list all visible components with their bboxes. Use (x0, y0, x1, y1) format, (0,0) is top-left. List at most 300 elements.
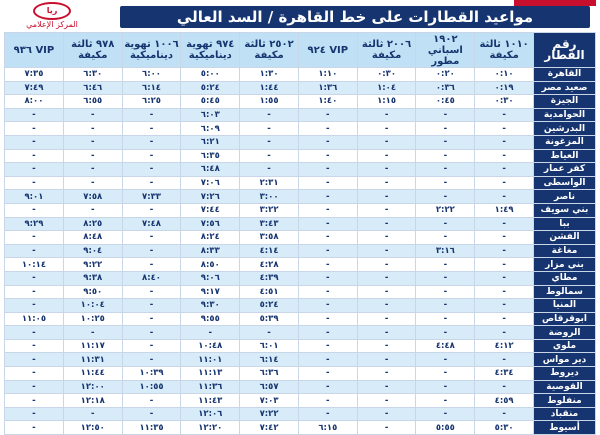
time-cell: - (5, 285, 64, 299)
time-cell: - (5, 326, 64, 340)
time-cell: - (357, 163, 416, 177)
table-row (5, 353, 596, 367)
time-cell: ١١:٣٦ (181, 380, 240, 394)
time-cell: ٠:١٠ (475, 68, 534, 82)
time-cell: - (475, 258, 534, 272)
time-cell: - (298, 353, 357, 367)
time-cell: - (357, 367, 416, 381)
time-cell: ٦:٤٨ (181, 163, 240, 177)
time-cell: ٤:١٢ (475, 339, 534, 353)
station-name-cell: العياط (534, 149, 596, 163)
logo (20, 2, 84, 30)
station-name-cell: الروضة (534, 326, 596, 340)
time-cell: - (122, 108, 181, 122)
time-cell: - (5, 231, 64, 245)
time-cell: ٩:٣٠ (181, 299, 240, 313)
column-header-train-number: رقم القطار (534, 33, 596, 68)
time-cell: - (122, 231, 181, 245)
station-name-cell: ابوقرقاص (534, 312, 596, 326)
time-cell: ٧:٢٢ (240, 407, 299, 421)
time-cell: - (357, 353, 416, 367)
time-cell: - (5, 367, 64, 381)
time-cell: ١١:٤٤ (63, 367, 122, 381)
time-cell: - (5, 394, 64, 408)
table-row (5, 149, 596, 163)
time-cell: - (298, 312, 357, 326)
time-cell: - (416, 149, 475, 163)
time-cell: ١:٥٥ (240, 95, 299, 109)
time-cell: - (475, 353, 534, 367)
time-cell: ٦:٠٣ (181, 108, 240, 122)
time-cell: - (357, 149, 416, 163)
time-cell: - (5, 149, 64, 163)
time-cell: ٨:٢٤ (181, 231, 240, 245)
station-name-cell: سمالوط (534, 285, 596, 299)
time-cell: - (475, 176, 534, 190)
column-header-train: VIP ٩٢٤ (298, 33, 357, 68)
time-cell: ٣:٤٣ (240, 217, 299, 231)
time-cell: ١١:٣١ (63, 353, 122, 367)
table-row (5, 190, 596, 204)
time-cell: ١١:٠١ (181, 353, 240, 367)
table-row (5, 81, 596, 95)
time-cell: ١٢:٢٠ (181, 421, 240, 435)
time-cell: ٧:٤٩ (5, 81, 64, 95)
time-cell: - (298, 367, 357, 381)
time-cell: ٤:٣٩ (240, 271, 299, 285)
time-cell: ١:٤٩ (475, 203, 534, 217)
time-cell: ٠:٣٦ (416, 81, 475, 95)
time-cell: ٦:٥٧ (240, 380, 299, 394)
time-cell: ٩:٠٦ (181, 271, 240, 285)
time-cell: ٩:٢٩ (5, 217, 64, 231)
time-cell: - (475, 380, 534, 394)
time-cell: ٨:٠٠ (5, 95, 64, 109)
time-cell: ٥:٤٥ (181, 95, 240, 109)
time-cell: - (416, 285, 475, 299)
time-cell: ١:٣٦ (298, 81, 357, 95)
time-cell: - (122, 285, 181, 299)
time-cell: - (357, 394, 416, 408)
time-cell: - (416, 312, 475, 326)
time-cell: ٥:٥٥ (416, 421, 475, 435)
time-cell: - (122, 163, 181, 177)
schedule-table-wrapper (4, 32, 596, 433)
time-cell: ٨:٤٨ (63, 231, 122, 245)
time-cell: ٠:١٩ (475, 81, 534, 95)
time-cell: - (298, 258, 357, 272)
time-cell: ٨:٥٠ (181, 258, 240, 272)
time-cell: ٨:٣٣ (181, 244, 240, 258)
time-cell: - (416, 367, 475, 381)
time-cell: - (298, 231, 357, 245)
time-cell: - (5, 176, 64, 190)
time-cell: - (181, 326, 240, 340)
time-cell: - (298, 149, 357, 163)
time-cell: - (5, 299, 64, 313)
time-cell: ٠:٣٠ (357, 68, 416, 82)
table-row (5, 258, 596, 272)
station-name-cell: مغاغة (534, 244, 596, 258)
time-cell: - (298, 203, 357, 217)
time-cell: - (5, 203, 64, 217)
station-name-cell: ناصر (534, 190, 596, 204)
table-row (5, 339, 596, 353)
time-cell: ٩:٠١ (5, 190, 64, 204)
table-row (5, 95, 596, 109)
time-cell: ٣:٥٨ (240, 231, 299, 245)
time-cell: - (240, 108, 299, 122)
time-cell: ٤:١٤ (240, 244, 299, 258)
time-cell: ١:٠٤ (357, 81, 416, 95)
time-cell: - (298, 176, 357, 190)
time-cell: ٦:١٤ (240, 353, 299, 367)
table-row (5, 122, 596, 136)
time-cell: - (475, 231, 534, 245)
time-cell: ٥:٣٩ (240, 312, 299, 326)
time-cell: - (357, 285, 416, 299)
time-cell: ٠:٣٠ (475, 95, 534, 109)
page-title: مواعيد القطارات على خط القاهرة / السد العالي (120, 6, 590, 28)
table-row (5, 163, 596, 177)
station-name-cell: ببا (534, 217, 596, 231)
time-cell: - (357, 231, 416, 245)
time-cell: ٦:٠٩ (181, 122, 240, 136)
time-cell: ١٠:٢٥ (63, 312, 122, 326)
time-cell: - (357, 326, 416, 340)
time-cell: - (416, 299, 475, 313)
table-row (5, 271, 596, 285)
time-cell: ١٠:٣٩ (122, 367, 181, 381)
time-cell: - (5, 339, 64, 353)
station-name-cell: المنيا (534, 299, 596, 313)
time-cell: ٥:٢٤ (240, 299, 299, 313)
time-cell: - (5, 135, 64, 149)
time-cell: - (298, 407, 357, 421)
table-row (5, 135, 596, 149)
time-cell: - (357, 380, 416, 394)
time-cell: - (475, 108, 534, 122)
table-row (5, 285, 596, 299)
time-cell: ٣:١٦ (416, 244, 475, 258)
time-cell: - (63, 176, 122, 190)
column-header-train: ١٩٠٢ اسباني مطور (416, 33, 475, 68)
time-cell: ٢:٢٢ (416, 203, 475, 217)
time-cell: ٧:٠٦ (181, 176, 240, 190)
time-cell: - (63, 163, 122, 177)
time-cell: - (475, 407, 534, 421)
time-cell: - (357, 339, 416, 353)
time-cell: ٩:٥٠ (63, 285, 122, 299)
time-cell: ٦:٥٥ (63, 95, 122, 109)
time-cell: - (475, 135, 534, 149)
time-cell: - (298, 217, 357, 231)
table-row (5, 68, 596, 82)
table-row (5, 108, 596, 122)
time-cell: ٩:٠٤ (63, 244, 122, 258)
time-cell: - (122, 407, 181, 421)
time-cell: - (357, 122, 416, 136)
time-cell: - (298, 339, 357, 353)
time-cell: - (357, 203, 416, 217)
time-cell: - (416, 231, 475, 245)
station-name-cell: الجيزة (534, 95, 596, 109)
time-cell: - (357, 258, 416, 272)
logo-mark-icon: ريا (33, 2, 71, 20)
station-name-cell: الواسطى (534, 176, 596, 190)
time-cell: ١٢:١٨ (63, 394, 122, 408)
time-cell: - (5, 122, 64, 136)
table-row (5, 367, 596, 381)
time-cell: ١١:٣٥ (122, 421, 181, 435)
time-cell: ٩:٥٥ (181, 312, 240, 326)
time-cell: - (122, 135, 181, 149)
time-cell: - (122, 312, 181, 326)
time-cell: - (357, 421, 416, 435)
table-row (5, 380, 596, 394)
time-cell: ٧:٣٥ (5, 68, 64, 82)
time-cell: - (5, 271, 64, 285)
time-cell: - (240, 135, 299, 149)
station-name-cell: البدرشين (534, 122, 596, 136)
time-cell: - (416, 108, 475, 122)
time-cell: - (416, 122, 475, 136)
time-cell: - (122, 339, 181, 353)
time-cell: - (475, 190, 534, 204)
time-cell: - (298, 380, 357, 394)
time-cell: - (357, 244, 416, 258)
time-cell: - (357, 217, 416, 231)
time-cell: ١٠:٥٥ (122, 380, 181, 394)
time-cell: - (475, 326, 534, 340)
station-name-cell: دير مواس (534, 353, 596, 367)
time-cell: - (298, 190, 357, 204)
time-cell: ٩:٣٨ (63, 271, 122, 285)
time-cell: - (5, 407, 64, 421)
table-row (5, 326, 596, 340)
time-cell: - (475, 149, 534, 163)
time-cell: - (475, 217, 534, 231)
column-header-train: ٩٧٨ ثالثة مكيفة (63, 33, 122, 68)
time-cell: - (357, 299, 416, 313)
time-cell: ١٠:٠٤ (63, 299, 122, 313)
time-cell: - (5, 108, 64, 122)
time-cell: - (475, 299, 534, 313)
table-row (5, 312, 596, 326)
station-name-cell: أسيوط (534, 421, 596, 435)
column-header-train: ١٠١٠ ثالثة مكيفة (475, 33, 534, 68)
time-cell: - (298, 244, 357, 258)
column-header-train: VIP ٩٣٦ (5, 33, 64, 68)
table-row (5, 176, 596, 190)
time-cell: ١:٣٠ (240, 68, 299, 82)
table-header (5, 33, 596, 68)
table-row (5, 244, 596, 258)
time-cell: ٤:٤٨ (416, 339, 475, 353)
time-cell: - (475, 122, 534, 136)
train-schedule-table (4, 32, 596, 435)
time-cell: ٦:٤٦ (63, 81, 122, 95)
time-cell: - (416, 380, 475, 394)
time-cell: - (298, 285, 357, 299)
station-name-cell: مطاي (534, 271, 596, 285)
time-cell: ٩:٢٢ (63, 258, 122, 272)
time-cell: ٩:١٧ (181, 285, 240, 299)
time-cell: - (63, 122, 122, 136)
station-name-cell: بني سويف (534, 203, 596, 217)
time-cell: ٤:٥١ (240, 285, 299, 299)
time-cell: - (416, 394, 475, 408)
time-cell: - (298, 163, 357, 177)
column-header-train: ٩٧٤ تهوية ديناميكية (181, 33, 240, 68)
time-cell: - (122, 122, 181, 136)
time-cell: ٦:٠١ (240, 339, 299, 353)
time-cell: - (416, 271, 475, 285)
table-row (5, 421, 596, 435)
time-cell: - (475, 244, 534, 258)
time-cell: - (298, 108, 357, 122)
time-cell: ٤:٥٩ (475, 394, 534, 408)
logo-caption: المركز الإعلامي (26, 20, 78, 29)
time-cell: - (298, 271, 357, 285)
time-cell: - (357, 190, 416, 204)
time-cell: - (416, 258, 475, 272)
time-cell: - (416, 326, 475, 340)
time-cell: ٥:٢٤ (181, 81, 240, 95)
time-cell: - (122, 299, 181, 313)
time-cell: - (122, 326, 181, 340)
time-cell: - (122, 394, 181, 408)
time-cell: ٧:٢٦ (181, 190, 240, 204)
table-row (5, 407, 596, 421)
time-cell: - (240, 149, 299, 163)
time-cell: ٦:٢٥ (122, 95, 181, 109)
time-cell: ٨:٤٠ (122, 271, 181, 285)
station-name-cell: القاهرة (534, 68, 596, 82)
table-row (5, 203, 596, 217)
time-cell: ١:٤٤ (240, 81, 299, 95)
time-cell: - (298, 394, 357, 408)
time-cell: ٦:١٤ (122, 81, 181, 95)
time-cell: ٦:٢١ (181, 135, 240, 149)
table-body (5, 68, 596, 435)
time-cell: ٤:٢٨ (240, 258, 299, 272)
station-name-cell: كفر عمار (534, 163, 596, 177)
time-cell: ١٠:٤٨ (181, 339, 240, 353)
time-cell: - (298, 135, 357, 149)
time-cell: - (475, 312, 534, 326)
station-name-cell: ديروط (534, 367, 596, 381)
time-cell: ١:١٠ (298, 68, 357, 82)
time-cell: - (5, 163, 64, 177)
column-header-train: ١٠٠٦ تهوية ديناميكية (122, 33, 181, 68)
time-cell: ٥:٠٠ (181, 68, 240, 82)
time-cell: ٧:٤٤ (181, 203, 240, 217)
time-cell: - (63, 135, 122, 149)
table-row (5, 217, 596, 231)
time-cell: - (416, 217, 475, 231)
time-cell: ٦:١٥ (298, 421, 357, 435)
time-cell: ١٢:٠٦ (181, 407, 240, 421)
time-cell: ١٠:١٤ (5, 258, 64, 272)
time-cell: ١١:٠٥ (5, 312, 64, 326)
time-cell: - (122, 258, 181, 272)
station-name-cell: منفلوط (534, 394, 596, 408)
time-cell: - (122, 353, 181, 367)
time-cell: - (63, 149, 122, 163)
time-cell: ٧:٤٨ (122, 217, 181, 231)
time-cell: ٥:٣٠ (475, 421, 534, 435)
time-cell: - (357, 271, 416, 285)
time-cell: - (475, 285, 534, 299)
time-cell: ١١:١٣ (181, 367, 240, 381)
time-cell: - (475, 163, 534, 177)
time-cell: - (5, 380, 64, 394)
time-cell: ١٢:٥٠ (63, 421, 122, 435)
time-cell: ٧:٣٣ (122, 190, 181, 204)
time-cell: ٧:٥٦ (181, 217, 240, 231)
time-cell: - (240, 326, 299, 340)
time-cell: - (416, 190, 475, 204)
time-cell: ٧:٤٢ (240, 421, 299, 435)
time-cell: - (357, 407, 416, 421)
station-name-cell: ملوي (534, 339, 596, 353)
station-name-cell: منقباد (534, 407, 596, 421)
time-cell: - (122, 176, 181, 190)
time-cell: - (5, 244, 64, 258)
time-cell: ٠:٤٥ (416, 95, 475, 109)
time-cell: - (63, 407, 122, 421)
time-cell: ١٢:٠٠ (63, 380, 122, 394)
time-cell: - (122, 203, 181, 217)
time-cell: ٦:٣٠ (63, 68, 122, 82)
station-name-cell: القوصية (534, 380, 596, 394)
time-cell: ٧:٠٣ (240, 394, 299, 408)
column-header-train: ٢٠٠٦ ثالثة مكيفة (357, 33, 416, 68)
time-cell: ١١:١٧ (63, 339, 122, 353)
time-cell: ٦:٣٥ (181, 149, 240, 163)
header-row (5, 33, 596, 68)
station-name-cell: بني مزار (534, 258, 596, 272)
time-cell: - (416, 407, 475, 421)
time-cell: ٢:٣١ (240, 176, 299, 190)
time-cell: - (63, 326, 122, 340)
time-cell: - (240, 122, 299, 136)
time-cell: ٧:٥٨ (63, 190, 122, 204)
time-cell: ٠:٢٠ (416, 68, 475, 82)
time-cell: - (5, 353, 64, 367)
station-name-cell: المزغونة (534, 135, 596, 149)
time-cell: - (357, 312, 416, 326)
time-cell: - (298, 122, 357, 136)
time-cell: ٣:٠٠ (240, 190, 299, 204)
table-row (5, 231, 596, 245)
time-cell: - (416, 135, 475, 149)
time-cell: - (357, 176, 416, 190)
time-cell: - (357, 108, 416, 122)
time-cell: ٦:٣٦ (240, 367, 299, 381)
time-cell: - (122, 149, 181, 163)
time-cell: - (416, 163, 475, 177)
time-cell: - (357, 135, 416, 149)
time-cell: ١١:٤٣ (181, 394, 240, 408)
time-cell: - (298, 326, 357, 340)
time-cell: - (63, 203, 122, 217)
table-row (5, 394, 596, 408)
time-cell: - (240, 163, 299, 177)
time-cell: - (416, 353, 475, 367)
time-cell: - (63, 108, 122, 122)
